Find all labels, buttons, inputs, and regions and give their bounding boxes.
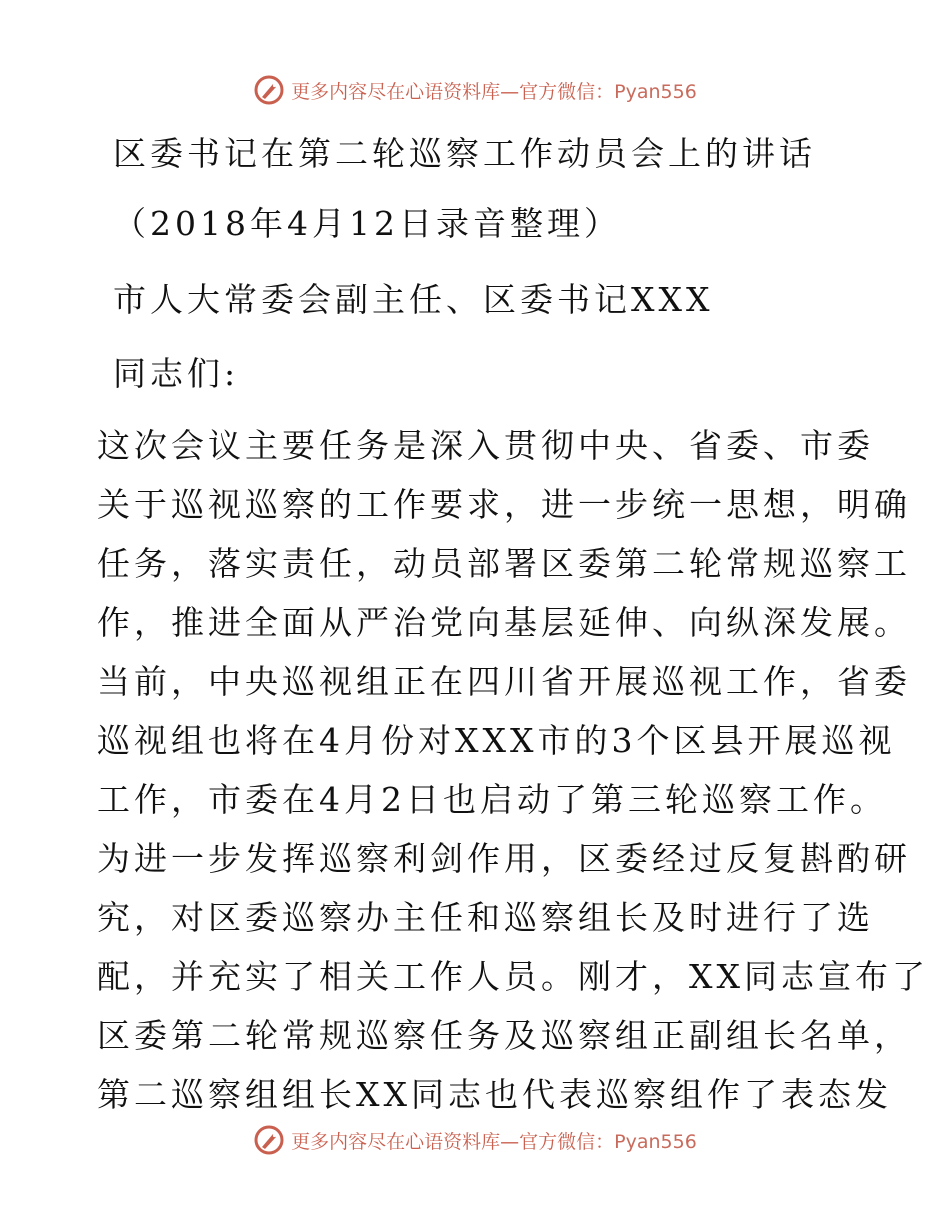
body-line: 任务，落实责任，动员部署区委第二轮常规巡察工 — [97, 544, 911, 583]
document-speaker: 市人大常委会副主任、区委书记XXX — [113, 280, 714, 319]
body-line: 第二巡察组组长XX同志也代表巡察组作了表态发 — [97, 1075, 892, 1114]
body-line: 区委第二轮常规巡察任务及巡察组正副组长名单， — [97, 1016, 911, 1055]
body-line: 作，推进全面从严治党向基层延伸、向纵深发展。 — [97, 603, 911, 642]
watermark-text: 更多内容尽在心语资料库—官方微信：Pyan556 — [291, 1130, 697, 1153]
pen-nib-circle-icon — [253, 74, 285, 106]
document-title: 区委书记在第二轮巡察工作动员会上的讲话 — [113, 134, 816, 173]
watermark-contact: Pyan556 — [614, 80, 697, 103]
body-line: 工作，市委在4月2日也启动了第三轮巡察工作。 — [97, 780, 887, 819]
body-line: 为进一步发挥巡察利剑作用，区委经过反复斟酌研 — [97, 839, 911, 878]
body-line: 这次会议主要任务是深入贯彻中央、省委、市委 — [97, 426, 874, 465]
watermark-contact: Pyan556 — [614, 1130, 697, 1153]
body-line: 配，并充实了相关工作人员。刚才，XX同志宣布了 — [97, 957, 929, 996]
body-line: 究，对区委巡察办主任和巡察组长及时进行了选 — [97, 898, 874, 937]
body-line: 巡视组也将在4月份对XXX市的3个区县开展巡视 — [97, 721, 896, 760]
footer-watermark — [0, 1120, 950, 1160]
body-line: 当前，中央巡视组正在四川省开展巡视工作，省委 — [97, 662, 911, 701]
document-greeting: 同志们: — [113, 354, 240, 393]
header-watermark — [0, 70, 950, 110]
document-date-note: （2018年4月12日录音整理） — [113, 204, 621, 243]
body-line: 关于巡视巡察的工作要求，进一步统一思想，明确 — [97, 485, 911, 524]
document-body — [97, 416, 929, 1124]
pen-nib-circle-icon — [253, 1124, 285, 1156]
watermark-text: 更多内容尽在心语资料库—官方微信：Pyan556 — [291, 80, 697, 103]
